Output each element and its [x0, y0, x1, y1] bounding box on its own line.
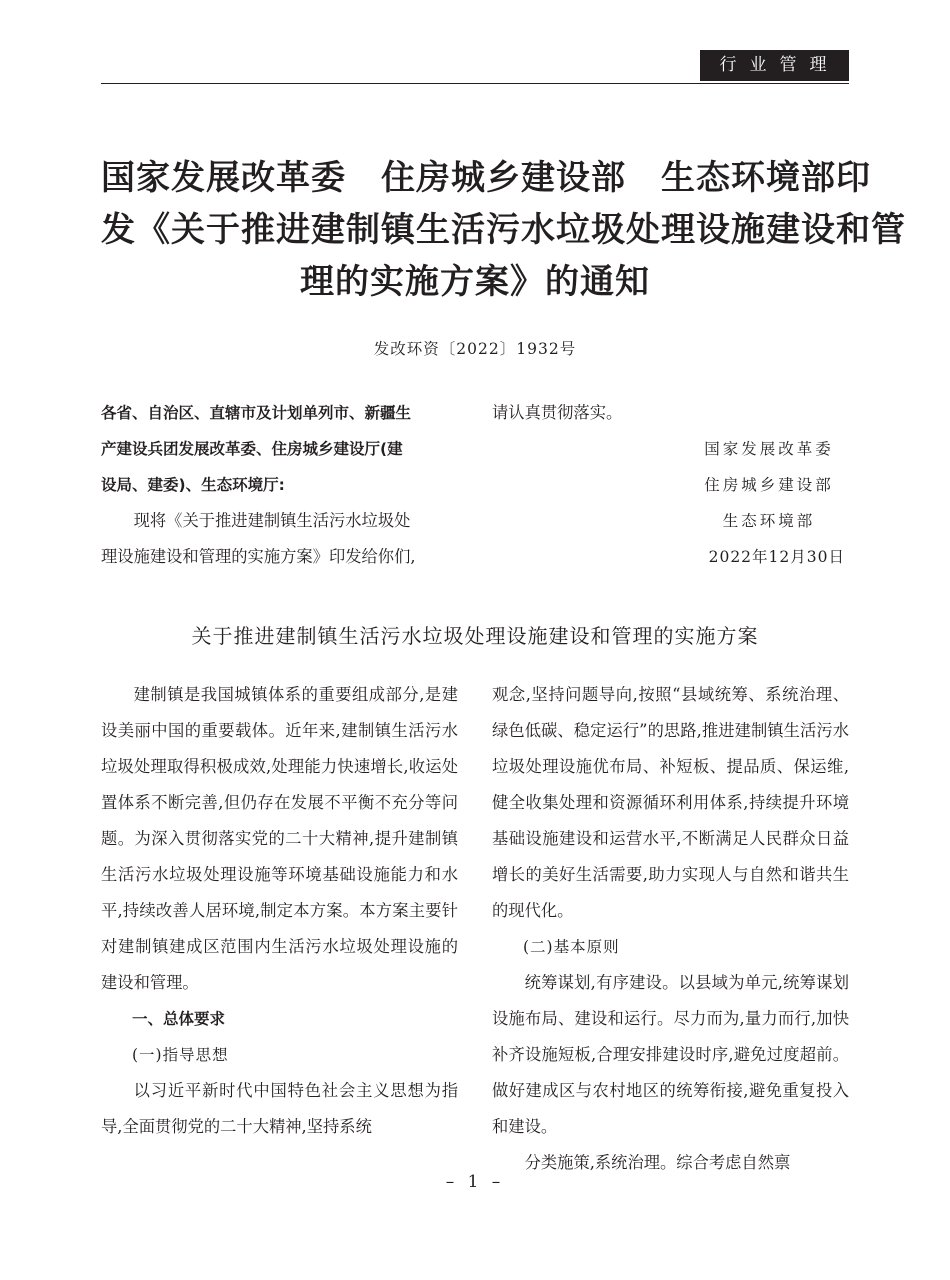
title-line-2: 发《关于推进建制镇生活污水垃圾处理设施建设和管 [101, 210, 906, 250]
guiding-text-continued: 观念,坚持问题导向,按照“县域统筹、系统治理、绿色低碳、稳定运行”的思路,推进建制镇生活污水垃圾处理设施优布局、补短板、提品质、保运维,健全收集处理和资源循环利用体系,持续提升环境基础设施建设和运营水平,不断满足人民群众日益增长的美好生活需要,助力实现人与自然和谐共生的现代化。 [492, 685, 849, 920]
addressee-line-3: 设局、建委)、生态环境厅: [101, 476, 285, 494]
header-rule [101, 83, 849, 84]
section-heading-1: 一、总体要求 [132, 1010, 226, 1028]
addressee-line-1: 各省、自治区、直辖市及计划单列市、新疆生 [101, 404, 412, 422]
notice-body-line-1: 现将《关于推进建制镇生活污水垃圾处 [133, 511, 411, 530]
page-number: – 1 – [445, 1172, 505, 1192]
addressee-line-2: 产建设兵团发展改革委、住房城乡建设厅(建 [101, 440, 403, 458]
section-label: 行业管理 [700, 50, 849, 81]
signatory-mee: 生态环境部 [722, 512, 816, 530]
notice-body-line-2: 理设施建设和管理的实施方案》印发给你们, [101, 547, 416, 566]
notice-closing-block [492, 395, 849, 566]
title-line-1: 国家发展改革委 住房城乡建设部 生态环境部印 [101, 158, 871, 198]
subsection-heading-2: (二)基本原则 [523, 938, 620, 956]
plan-title: 关于推进建制镇生活污水垃圾处理设施建设和管理的实施方案 [191, 624, 759, 648]
signatory-mohurd: 住房城乡建设部 [704, 476, 834, 494]
principle-2-start: 分类施策,系统治理。综合考虑自然禀 [524, 1153, 791, 1172]
page-title [101, 152, 906, 308]
signatory-ndrc: 国家发展改革委 [704, 440, 834, 458]
guiding-text-start: 以习近平新时代中国特色社会主义思想为指导,全面贯彻党的二十大精神,坚持系统 [101, 1081, 458, 1136]
body-column-left [101, 677, 458, 1145]
body-column-right [492, 677, 849, 1181]
addressee [101, 395, 458, 503]
notice-body [101, 503, 458, 575]
document-number: 发改环资〔2022〕1932号 [373, 340, 577, 358]
plan-intro: 建制镇是我国城镇体系的重要组成部分,是建设美丽中国的重要载体。近年来,建制镇生活污水垃圾处理取得积极成效,处理能力快速增长,收运处置体系不断完善,但仍存在发展不平衡不充分等问题。为深入贯彻落实党的二十大精神,提升建制镇生活污水垃圾处理设施等环境基础设施能力和水平,持续改善人居环境,制定本方案。本方案主要针对建制镇建成区范围内生活污水垃圾处理设施的建设和管理。 [101, 685, 458, 992]
title-line-3: 理的实施方案》的通知 [300, 262, 650, 302]
notice-closing: 请认真贯彻落实。 [492, 403, 623, 422]
notice-date: 2022年12月30日 [708, 548, 845, 566]
principle-1: 统筹谋划,有序建设。以县域为单元,统筹谋划设施布局、建设和运行。尽力而为,量力而行,加快补齐设施短板,合理安排建设时序,避免过度超前。做好建成区与农村地区的统筹衔接,避免重复投入和建设。 [492, 973, 849, 1136]
subsection-heading-1: (一)指导思想 [132, 1046, 229, 1064]
